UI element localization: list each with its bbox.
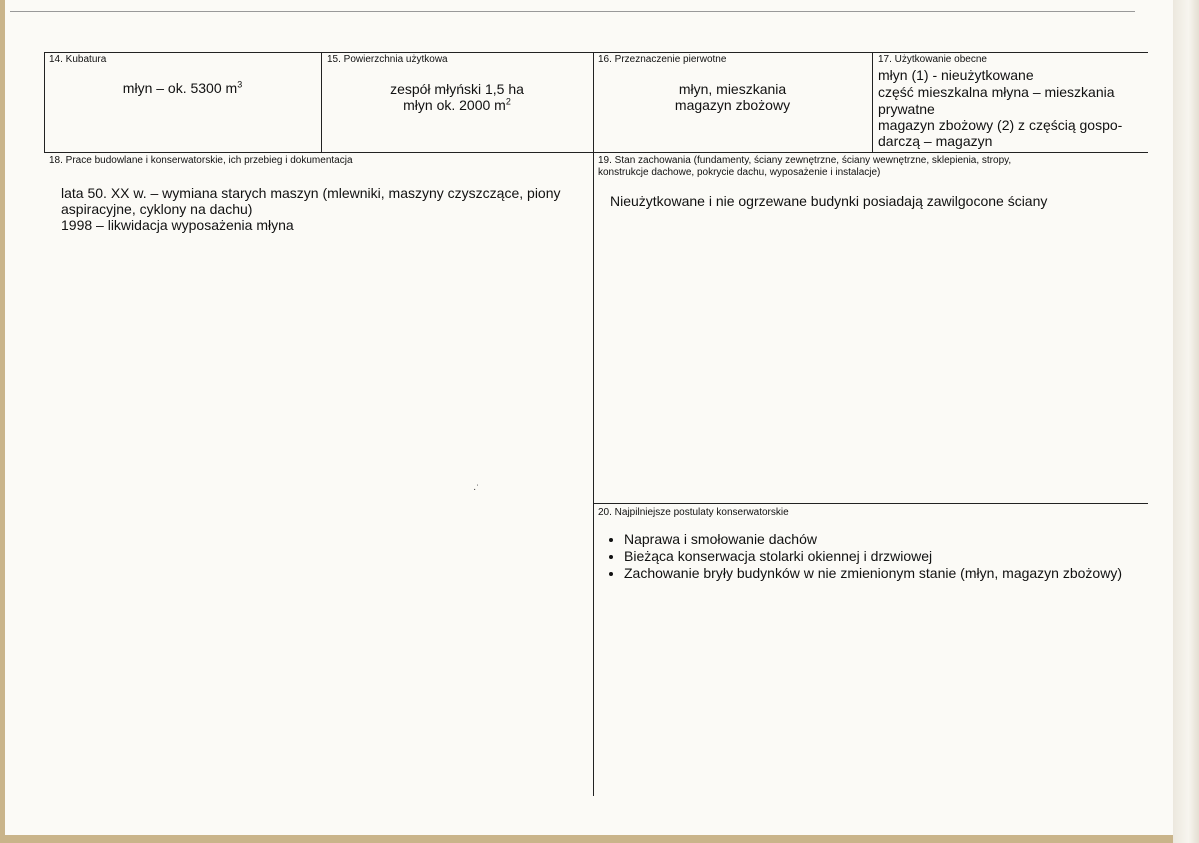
center-divider — [593, 52, 594, 796]
left-border — [44, 52, 45, 152]
section-16-line1: młyn, mieszkania — [678, 81, 787, 97]
section-20-list — [598, 531, 1122, 582]
section-19-label-line2: konstrukcje dachowe, pokrycie dachu, wyposażenie i instalacje) — [598, 167, 881, 178]
page-edge — [1173, 0, 1199, 843]
top-rule — [10, 11, 1135, 12]
section-17-line: prywatne — [878, 101, 935, 117]
section-17-line: część mieszkalna młyna – mieszkania — [878, 84, 1115, 100]
section-19-value: Nieużytkowane i nie ogrzewane budynki posiadają zawilgocone ściany — [610, 193, 1048, 209]
section-15-line1: zespół młyński 1,5 ha — [390, 81, 524, 97]
section-20-top-border — [593, 503, 1148, 504]
section-18-label: 18. Prace budowlane i konserwatorskie, ich przebieg i dokumentacja — [49, 155, 353, 166]
section-17-label: 17. Użytkowanie obecne — [878, 54, 987, 65]
section-20-label: 20. Najpilniejsze postulaty konserwatorskie — [598, 507, 789, 518]
row1-top-border — [44, 52, 1148, 53]
section-17-line: młyn (1) - nieużytkowane — [878, 67, 1034, 83]
section-16-label: 16. Przeznaczenie pierwotne — [598, 54, 727, 65]
section-14-value: młyn – ok. 5300 $m^3$ — [122, 79, 243, 96]
section-17-line: magazyn zbożowy (2) z częścią gospo- — [878, 117, 1123, 133]
section-15-label: 15. Powierzchnia użytkowa — [327, 54, 448, 65]
section-18-line: aspiracyjne, cyklony na dachu) — [61, 201, 253, 217]
section-17-line: darczą – magazyn — [878, 133, 993, 149]
section-19-label-line1: 19. Stan zachowania (fundamenty, ściany zewnętrzne, ściany wewnętrzne, sklepienia, stropy, — [598, 155, 1012, 166]
list-item: • Zachowanie bryły budynków w nie zmienionym stanie (młyn, magazyn zbożowy) — [624, 565, 1122, 582]
row1-bottom-border — [44, 152, 1148, 153]
section-18-line: lata 50. XX w. – wymiana starych maszyn (mlewniki, maszyny czyszczące, piony — [61, 185, 561, 201]
section-16-line2: magazyn zbożowy — [674, 97, 791, 113]
section-15-line2: młyn ok. 2000 $m^2$ — [403, 96, 511, 113]
list-item: • Bieżąca konserwacja stolarki okiennej i drzwiowej — [624, 548, 1122, 565]
section-14-label: 14. Kubatura — [49, 54, 107, 65]
divider-16-17 — [872, 52, 873, 152]
list-item: • Naprawa i smołowanie dachów — [624, 531, 1122, 548]
paper-speck: ·˙ — [473, 484, 480, 495]
section-18-line: 1998 – likwidacja wyposażenia młyna — [61, 217, 294, 233]
